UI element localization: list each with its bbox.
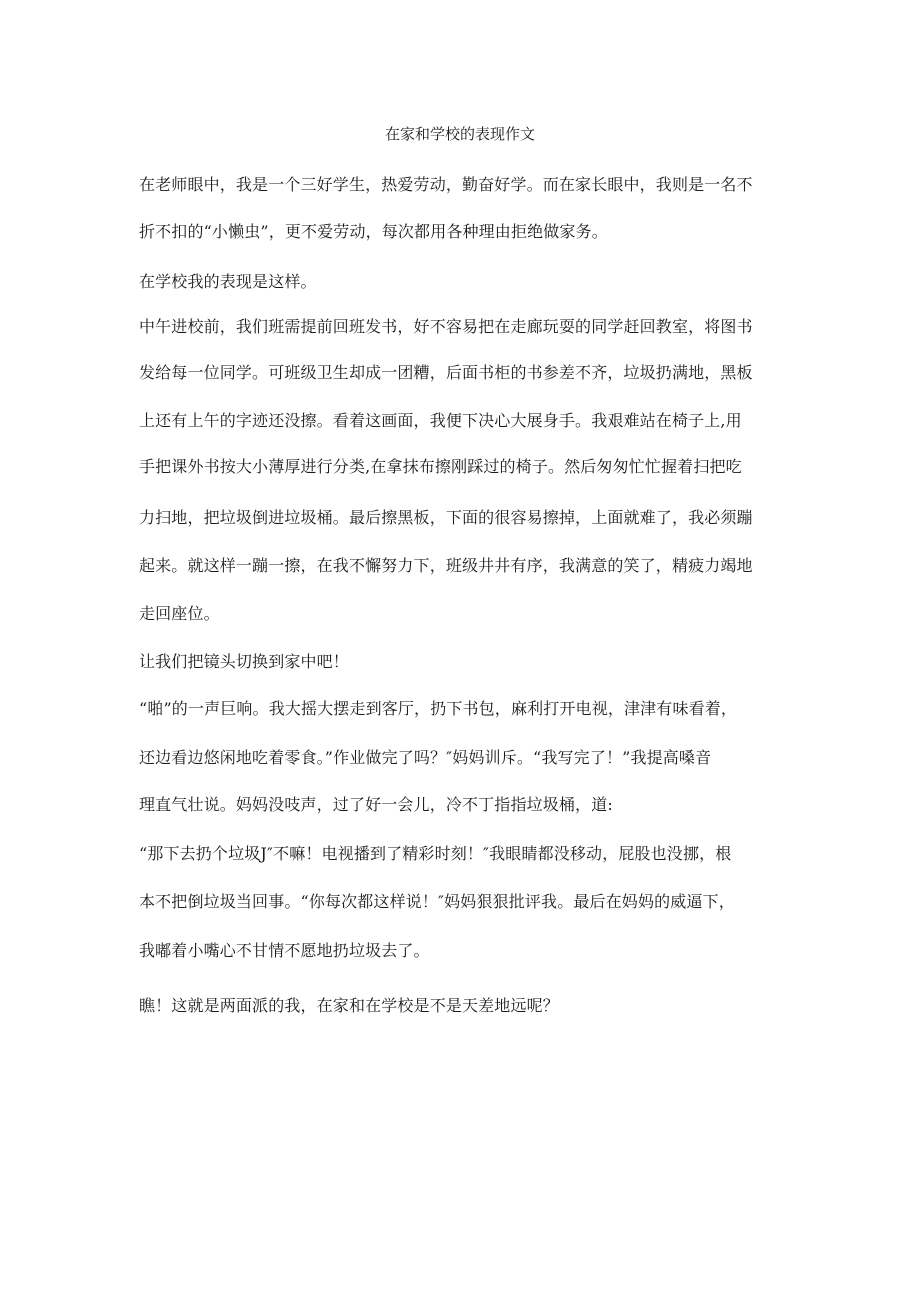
paragraph-line: 在学校我的表现是这样。 — [139, 272, 317, 291]
paragraph-line: 发给每一位同学。可班级卫生却成一团糟，后面书柜的书参差不齐，垃圾扔满地，黑板 — [139, 363, 753, 382]
paragraph-line: 上还有上午的字迹还没擦。看着这画面，我便下决心大展身手。我艰难站在椅子上,用 — [139, 411, 742, 430]
paragraph-line: 瞧！这就是两面派的我，在家和在学校是不是天差地远呢？ — [139, 996, 559, 1015]
paragraph-line: 让我们把镜头切换到家中吧！ — [139, 652, 349, 671]
paragraph-line: 理直气壮说。妈妈没吱声，过了好一会儿，冷不丁指指垃圾桶，道: — [139, 795, 613, 814]
paragraph-line: 手把课外书按大小薄厚进行分类,在拿抹布擦刚踩过的椅子。然后匆匆忙忙握着扫把吃 — [139, 457, 742, 476]
document-title: 在家和学校的表现作文 — [384, 125, 535, 143]
paragraph-line: 起来。就这样一蹦一擦，在我不懈努力下，班级井井有序，我满意的笑了，精疲力竭地 — [139, 556, 753, 575]
paragraph-line: 本不把倒垃圾当回事。“你每次都这样说！″妈妈狠狠批评我。最后在妈妈的威逼下， — [139, 892, 735, 911]
paragraph-line: 在老师眼中，我是一个三好学生，热爱劳动，勤奋好学。而在家长眼中，我则是一名不 — [139, 175, 753, 194]
paragraph-line: 还边看边悠闲地吃着零食。”作业做完了吗？″妈妈训斥。“我写完了！”我提高嗓音 — [139, 748, 712, 767]
paragraph-line: 力扫地，把垃圾倒进垃圾桶。最后擦黑板，下面的很容易擦掉，上面就难了，我必须蹦 — [139, 508, 753, 527]
paragraph-line: “啪”的一声巨响。我大摇大摆走到客厅，扔下书包，麻利打开电视，津津有味看着， — [139, 699, 738, 718]
paragraph-line: 中午进校前，我们班需提前回班发书，好不容易把在走廊玩耍的同学赶回教室，将图书 — [139, 317, 753, 336]
paragraph-line: 折不扣的“小懒虫”，更不爱劳动，每次都用各种理由拒绝做家务。 — [139, 222, 608, 241]
paragraph-line: 走回座位。 — [139, 604, 220, 623]
paragraph-line: “那下去扔个垃圾J″不嘛！电视播到了精彩时刻！″我眼睛都没移动，屁股也没挪，根 — [139, 844, 732, 863]
paragraph-line: 我嘟着小嘴心不甘情不愿地扔垃圾去了。 — [139, 941, 430, 960]
